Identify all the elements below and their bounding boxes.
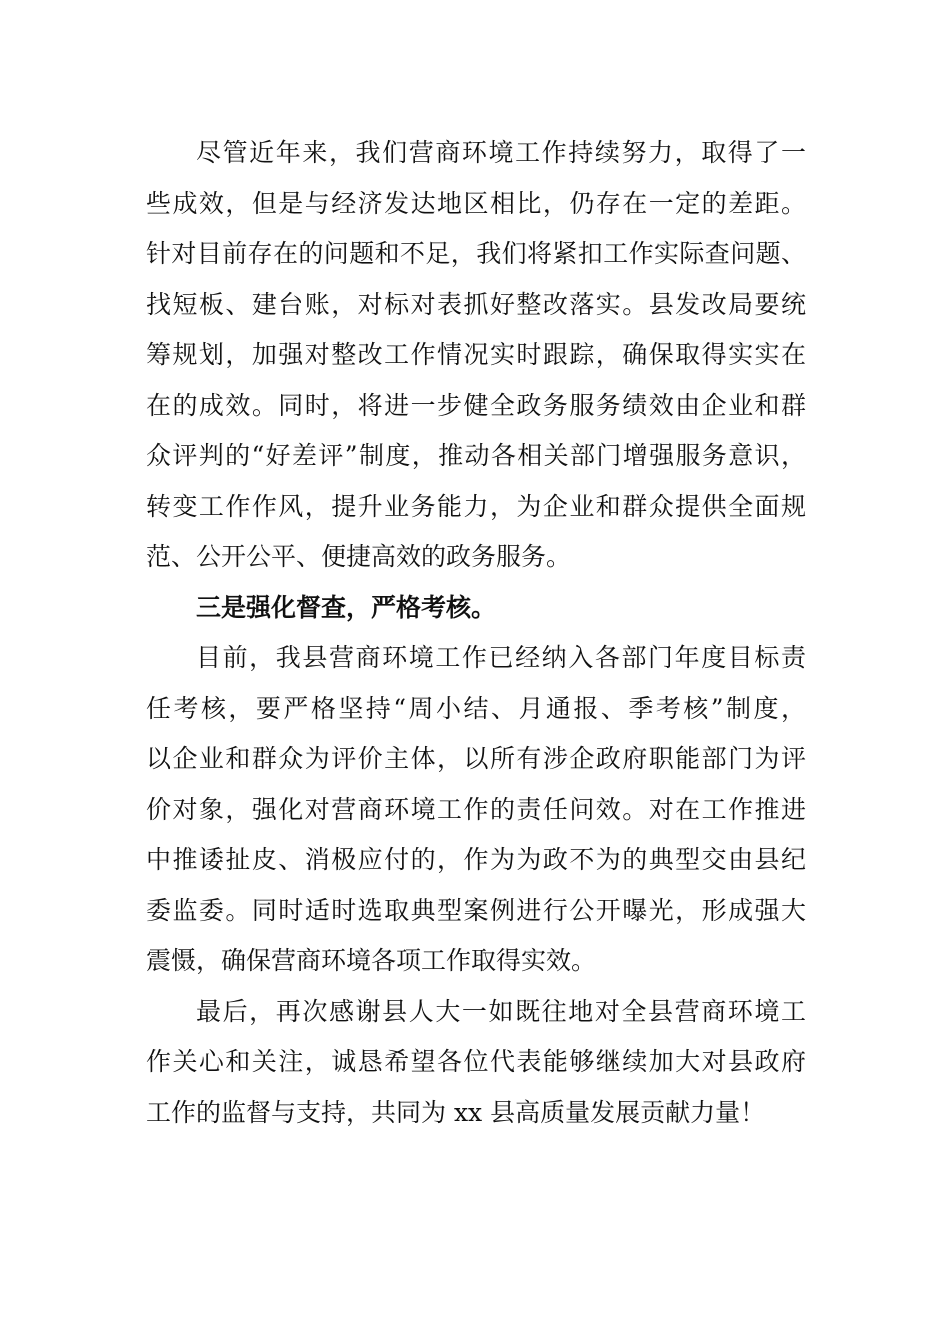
text-line: 以企业和群众为评价主体，以所有涉企政府职能部门为评 (146, 744, 806, 773)
text-line: 工作的监督与支持，共同为 xx 县高质量发展贡献力量！ (146, 1097, 766, 1127)
text-line: 转变工作作风，提升业务能力，为企业和群众提供全面规 (146, 491, 806, 521)
paragraph-improvement (146, 128, 806, 583)
text-line: 委监委。同时适时选取典型案例进行公开曝光，形成强大 (146, 895, 806, 925)
paragraph-closing (146, 987, 806, 1139)
text-line: 任考核，要严格坚持“周小结、月通报、季考核”制度， (146, 693, 806, 723)
paragraph-supervision (146, 633, 806, 987)
document-body (146, 128, 806, 1138)
text-line: 范、公开公平、便捷高效的政务服务。 (146, 542, 572, 571)
text-line: 震慑，确保营商环境各项工作取得实效。 (146, 946, 597, 975)
text-line: 中推诿扯皮、消极应付的，作为为政不为的典型交由县纪 (146, 845, 806, 874)
text-line: 最后，再次感谢县人大一如既往地对全县营商环境工 (196, 996, 806, 1026)
text-line: 些成效，但是与经济发达地区相比，仍存在一定的差距。 (146, 188, 806, 218)
text-line: 众评判的“好差评”制度，推动各相关部门增强服务意识， (146, 441, 806, 470)
text-line: 尽管近年来，我们营商环境工作持续努力，取得了一 (196, 138, 806, 167)
text-line: 价对象，强化对营商环境工作的责任问效。对在工作推进 (146, 794, 806, 824)
text-line: 在的成效。同时，将进一步健全政务服务绩效由企业和群 (146, 390, 806, 420)
text-line: 针对目前存在的问题和不足，我们将紧扣工作实际查问题、 (146, 239, 806, 268)
section-heading: 三是强化督查，严格考核。 (196, 592, 497, 622)
text-line: 作关心和关注，诚恳希望各位代表能够继续加大对县政府 (146, 1047, 806, 1076)
text-line: 筹规划，加强对整改工作情况实时跟踪，确保取得实实在 (146, 340, 806, 369)
text-line: 目前，我县营商环境工作已经纳入各部门年度目标责 (196, 643, 806, 672)
text-line: 找短板、建台账，对标对表抓好整改落实。县发改局要统 (146, 289, 806, 319)
